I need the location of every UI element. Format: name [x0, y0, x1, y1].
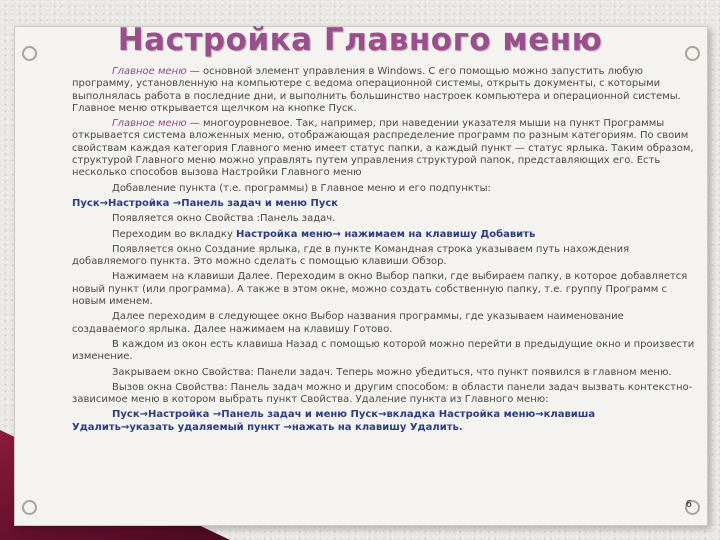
intro-text: — основной элемент управления в Windows. С его помощью можно запустить любую программу, установленную на компьютере с ведома операционной системы, открыть документы, с которыми выполнялась работа в последние дни, и выполнить большинство настроек компьютера и операционной системы. Главное меню открывается щелчком на кнопке Пуск.: [72, 66, 681, 114]
page-title: Настройка Главного меню: [117, 22, 603, 58]
intro-paragraph: [72, 66, 698, 115]
step-tab-prefix: Переходим во вкладку: [112, 228, 237, 240]
step-back: В каждом из окон есть клавиша Назад с помощью которой можно перейти в предыдущие окно и произвести изменение.: [72, 338, 695, 363]
path-remove: Пуск→Настройка →Панель задач и меню Пуск→вкладка Настройка меню→клавиша Удалить→указать удаляемый пункт →нажать на клавишу Удалить.: [72, 409, 596, 433]
step-name: Далее переходим в следующее окно Выбор названия программы, где указываем наименование создаваемого ярлыка. Далее нажимаем на клавишу Готово.: [72, 311, 624, 335]
multilevel-paragraph: [72, 118, 698, 179]
page-number: 6: [685, 499, 692, 510]
step-tab-highlight: Настройка меню→ нажимаем на клавишу Добавить: [236, 228, 536, 240]
step-properties: Появляется окно Свойства :Панель задач.: [112, 213, 336, 225]
step-tab: [72, 229, 698, 241]
step-next: Нажимаем на клавиши Далее. Переходим в окно Выбор папки, где выбираем папку, в которое добавляется новый пункт (или программа). А также в этом окне, можно создать собственную папку, т.е. группу Программ с новым именем.: [72, 271, 688, 308]
multilevel-text: — многоуровневое. Так, например, при наведении указателя мыши на пункт Программы открывается система вложенных меню, отображающая распределение программ по разным категориям. По своим свойствам каждая категория Главного меню имеет статус папки, а каждый пункт — статус ярлыка. Таким образом, структурой Главного меню можно управлять путем управления структурой папок, представляющих его. Есть несколько способов вызова Настройки Главного меню: [72, 118, 694, 179]
step-context: Вызов окна Свойства: Панель задач можно и другим способом: в области панели задач вызвать контекстно-зависимое меню в котором выбрать пункт Свойства. Удаление пункта из Главного меню:: [72, 381, 693, 406]
intro-term: Главное меню: [112, 66, 187, 77]
path-add: Пуск→Настройка →Панель задач и меню Пуск: [72, 197, 339, 209]
add-item-heading: Добавление пункта (т.е. программы) в Главное меню и его подпункты:: [112, 182, 491, 194]
slide-content: [72, 66, 698, 437]
step-close: Закрываем окно Свойства: Панели задач. Теперь можно убедиться, что пункт появился в главном меню.: [112, 366, 672, 378]
corner-ring-icon: [22, 500, 37, 515]
step-create-shortcut: Появляется окно Создание ярлыка, где в пункте Командная строка указываем путь нахождения добавляемого пункта. Это можно сделать с помощью клавиши Обзор.: [72, 243, 630, 268]
multilevel-term: Главное меню: [112, 118, 187, 130]
